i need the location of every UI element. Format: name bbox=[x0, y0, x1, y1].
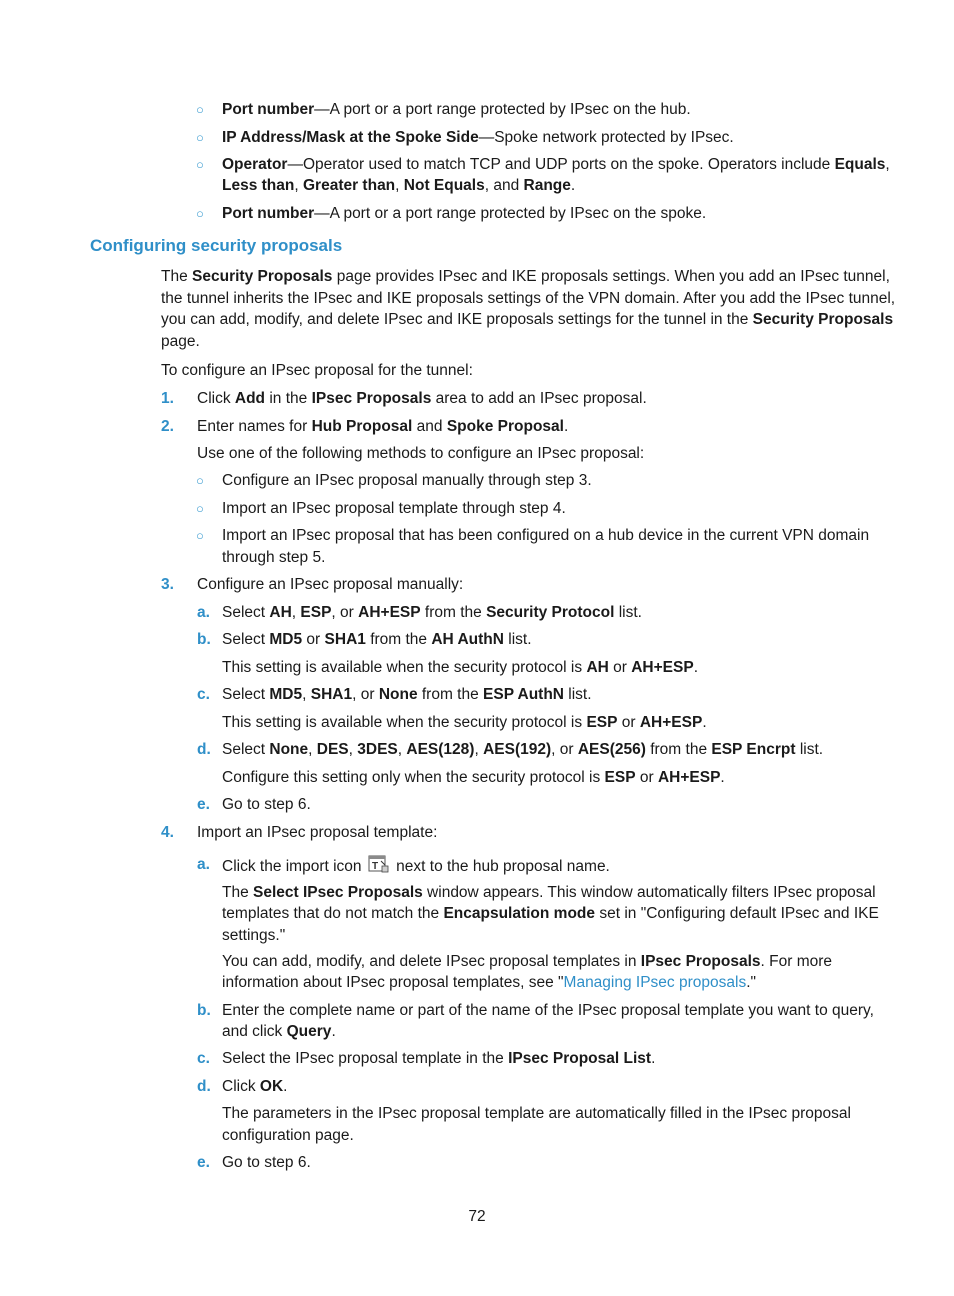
substep-letter: a. bbox=[197, 604, 210, 621]
list-item-port-number-hub: Port number—A port or a port range protected by IPsec on the hub. bbox=[222, 101, 691, 118]
substep-4a-para2: You can add, modify, and delete IPsec proposal templates in IPsec Proposals. For more bbox=[222, 953, 833, 970]
managing-ipsec-proposals-link[interactable]: Managing IPsec proposals bbox=[563, 974, 747, 991]
substep-4a-para1-line: templates that do not match the Encapsulation mode set in "Configuring default IPsec and IKE bbox=[222, 905, 879, 922]
procedure-intro: To configure an IPsec proposal for the tunnel: bbox=[161, 362, 473, 379]
substep-4a-para1: The Select IPsec Proposals window appears. This window automatically filters IPsec proposal bbox=[222, 884, 876, 901]
substep-4a-para1-line: settings." bbox=[222, 927, 286, 944]
substep-letter: e. bbox=[197, 796, 210, 813]
step-1: Click Add in the IPsec Proposals area to add an IPsec proposal. bbox=[197, 390, 647, 407]
method-item: Import an IPsec proposal that has been configured on a hub device in the current VPN domain bbox=[222, 527, 870, 544]
step-3: Configure an IPsec proposal manually: bbox=[197, 576, 464, 593]
substep-4d-note: The parameters in the IPsec proposal template are automatically filled in the IPsec proposal bbox=[222, 1105, 851, 1122]
step-2-methods: Use one of the following methods to configure an IPsec proposal: bbox=[197, 445, 645, 462]
bullet-icon: ○ bbox=[196, 501, 204, 516]
substep-3b: Select MD5 or SHA1 from the AH AuthN list. bbox=[222, 631, 532, 648]
substep-3e: Go to step 6. bbox=[222, 796, 311, 813]
bullet-icon: ○ bbox=[196, 528, 204, 543]
substep-4b: Enter the complete name or part of the name of the IPsec proposal template you want to query, bbox=[222, 1002, 874, 1019]
list-item-operator-cont: Less than, Greater than, Not Equals, and Range. bbox=[222, 177, 576, 194]
step-number: 2. bbox=[161, 418, 174, 435]
substep-3d-note: Configure this setting only when the security protocol is ESP or AH+ESP. bbox=[222, 769, 725, 786]
substep-letter: d. bbox=[197, 1078, 211, 1095]
step-number: 1. bbox=[161, 390, 174, 407]
step-4: Import an IPsec proposal template: bbox=[197, 824, 438, 841]
bullet-icon: ○ bbox=[196, 157, 204, 172]
bullet-icon: ○ bbox=[196, 206, 204, 221]
list-item-operator: Operator—Operator used to match TCP and UDP ports on the spoke. Operators include Equals, bbox=[222, 156, 890, 173]
substep-4c: Select the IPsec proposal template in the IPsec Proposal List. bbox=[222, 1050, 656, 1067]
substep-3d: Select None, DES, 3DES, AES(128), AES(192), or AES(256) from the ESP Encrpt list. bbox=[222, 741, 824, 758]
page-number: 72 bbox=[468, 1208, 486, 1225]
bullet-icon: ○ bbox=[196, 102, 204, 117]
substep-3a: Select AH, ESP, or AH+ESP from the Security Protocol list. bbox=[222, 604, 642, 621]
intro-paragraph-line: the tunnel inherits the IPsec and IKE proposals settings of the VPN domain. After you add the IPsec tunnel, bbox=[161, 290, 896, 307]
substep-4d-note-line: configuration page. bbox=[222, 1127, 354, 1144]
substep-4d: Click OK. bbox=[222, 1078, 288, 1095]
list-item-ip-address-mask: IP Address/Mask at the Spoke Side—Spoke network protected by IPsec. bbox=[222, 129, 734, 146]
method-item: Import an IPsec proposal template through step 4. bbox=[222, 500, 566, 517]
substep-letter: e. bbox=[197, 1154, 210, 1171]
list-item-port-number-spoke: Port number—A port or a port range protected by IPsec on the spoke. bbox=[222, 205, 707, 222]
substep-4e: Go to step 6. bbox=[222, 1154, 311, 1171]
intro-paragraph-line: you can add, modify, and delete IPsec and IKE proposals settings for the tunnel in the Security Proposals bbox=[161, 311, 894, 328]
method-item: Configure an IPsec proposal manually through step 3. bbox=[222, 472, 592, 489]
substep-letter: c. bbox=[197, 1050, 210, 1067]
substep-3c-note: This setting is available when the security protocol is ESP or AH+ESP. bbox=[222, 714, 707, 731]
method-item-cont: through step 5. bbox=[222, 549, 326, 566]
step-number: 3. bbox=[161, 576, 174, 593]
substep-letter: d. bbox=[197, 741, 211, 758]
substep-letter: c. bbox=[197, 686, 210, 703]
substep-letter: b. bbox=[197, 631, 211, 648]
svg-text:T: T bbox=[371, 861, 378, 872]
substep-3b-note: This setting is available when the security protocol is AH or AH+ESP. bbox=[222, 659, 699, 676]
step-2: Enter names for Hub Proposal and Spoke Proposal. bbox=[197, 418, 569, 435]
bullet-icon: ○ bbox=[196, 130, 204, 145]
substep-3c: Select MD5, SHA1, or None from the ESP AuthN list. bbox=[222, 686, 592, 703]
intro-paragraph: The Security Proposals page provides IPsec and IKE proposals settings. When you add an IPsec tunnel, bbox=[161, 268, 890, 285]
substep-4a-para2-line: information about IPsec proposal templates, see "Managing IPsec proposals." bbox=[222, 974, 757, 991]
step-number: 4. bbox=[161, 824, 174, 841]
substep-letter: a. bbox=[197, 856, 210, 873]
import-template-icon bbox=[368, 854, 390, 874]
substep-4b-line: and click Query. bbox=[222, 1023, 336, 1040]
substep-4a: Click the import icon T next to the hub proposal name. bbox=[222, 854, 610, 878]
bullet-icon: ○ bbox=[196, 473, 204, 488]
intro-paragraph-line: page. bbox=[161, 333, 200, 350]
substep-letter: b. bbox=[197, 1002, 211, 1019]
section-heading: Configuring security proposals bbox=[90, 236, 343, 255]
